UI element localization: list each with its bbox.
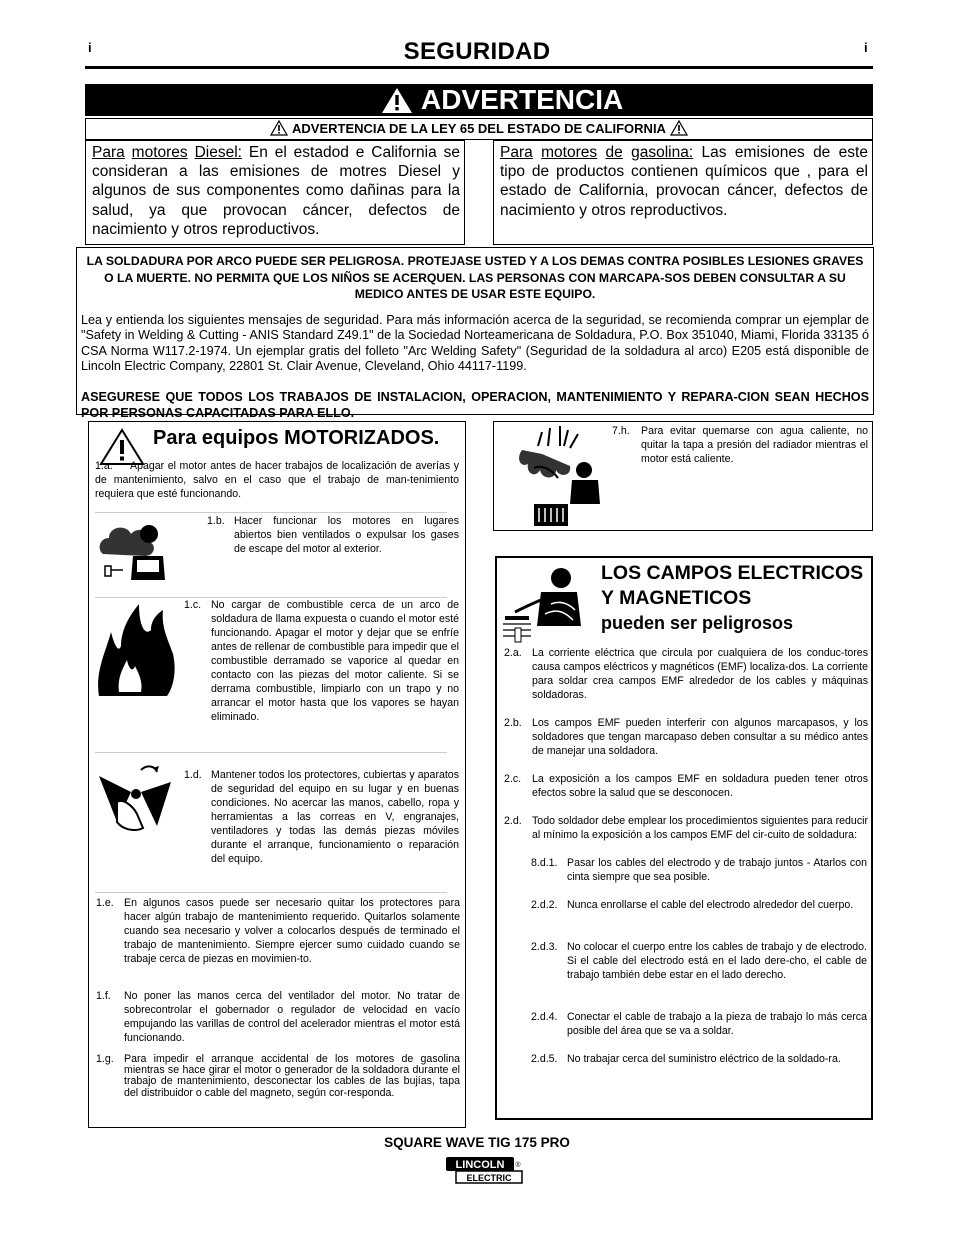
gas-word-4: gasolina: <box>631 144 694 161</box>
california-header-text: ADVERTENCIA DE LA LEY 65 DEL ESTADO DE CALIFORNIA <box>292 121 666 136</box>
divider <box>95 512 447 513</box>
item-text: Conectar el cable de trabajo a la pieza de trabajo lo más cerca posible del área que se va a soldar. <box>567 1011 867 1037</box>
warning-triangle-icon <box>670 120 688 136</box>
item-number: 2.d.2. <box>531 899 558 911</box>
item-number: 8.d.1. <box>531 857 558 869</box>
item-text: Pasar los cables del electrodo y de trabajo juntos - Atarlos con cinta siempre que sea posible. <box>567 857 867 883</box>
item-text: No colocar el cuerpo entre los cables de trabajo y de electrodo. Si el cable del electrodo está en el lado dere-cho, el cable de trabajo también debe estar en el lado derecho. <box>567 941 867 981</box>
list-item <box>96 896 460 966</box>
logo-top-text: LINCOLN <box>455 1159 505 1171</box>
gas-word-2: motores <box>541 144 598 161</box>
list-item <box>504 716 868 758</box>
emf-title-line-2: Y MAGNETICOS <box>601 587 752 609</box>
diesel-warning-box <box>85 140 465 245</box>
gas-word-3: de <box>605 144 623 161</box>
engine-section <box>88 421 466 1128</box>
item-text: No trabajar cerca del suministro eléctrico de la soldado-ra. <box>567 1053 841 1065</box>
item-text: Todo soldador debe emplear los procedimientos siguientes para reducir al mínimo la exposición a los campos EMF del cir-cuito de soldadura: <box>532 815 868 841</box>
title-rule <box>85 66 873 69</box>
item-number: 7.h. <box>612 425 630 437</box>
footer-model-name: SQUARE WAVE TIG 175 PRO <box>384 1135 570 1150</box>
section-title: SEGURIDAD <box>403 38 551 65</box>
item-text: Para evitar quemarse con agua caliente, no quitar la tapa a presión del radiador mientras el motor está caliente. <box>641 425 868 465</box>
list-item <box>504 772 868 800</box>
list-item <box>207 514 459 556</box>
emf-title-line-1: LOS CAMPOS ELECTRICOS <box>601 562 864 584</box>
list-item <box>184 768 459 866</box>
emf-welder-icon <box>501 564 597 646</box>
list-item <box>96 1054 460 1099</box>
item-number: 1.g. <box>96 1053 114 1065</box>
item-text: No poner las manos cerca del ventilador del motor. No tratar de sobrecontrolar el gobernador o regulador de velocidad en vacío empujando las varillas de control del acelerador mientras el motor está funcionando. <box>124 990 460 1044</box>
sub-list-item <box>531 940 867 982</box>
item-number: 1.a. <box>95 460 113 472</box>
item-text: Apagar el motor antes de hacer trabajos de localización de averías y de mantenimiento, salvo en el caso que el trabajo de man-tenimiento requiera que esté funcionando. <box>95 460 459 500</box>
california-header <box>85 118 873 140</box>
item-number: 1.d. <box>184 769 202 781</box>
main-warning-box <box>76 247 874 420</box>
flame-icon <box>95 602 177 698</box>
item-number: 1.b. <box>207 515 225 527</box>
gas-text: Las emisiones de este tipo de productos contienen químicos que , para el estado de California, provocan cáncer, defectos de nacimiento y otros reproductivos. <box>500 144 868 219</box>
main-warning-paragraph: Lea y entienda los siguientes mensajes de seguridad. Para más información acerca de la seguridad, se recomienda comprar un ejemplar de "Safety in Welding & Cutting - ANIS Standard Z49.1" de la Sociedad Norteamericana de Soldadura, P.O. Box 351040, Miami, Florida 33135 ó CSA Norma W117.2-1974. Un ejemplar gratis del folleto "Arc Welding Safety" (Seguridad de la soldadura al arco) E205 está disponible de Lincoln Electric Company, 22801 St. Clair Avenue, Cleveland, Ohio 44117-1199. <box>81 312 869 373</box>
item-number: 1.e. <box>96 897 114 909</box>
item-text: Hacer funcionar los motores en lugares abiertos bien ventilados o expulsar los gases de escape del motor al exterior. <box>234 515 459 555</box>
lincoln-electric-logo <box>446 1157 524 1185</box>
list-item <box>612 424 868 466</box>
item-number: 2.a. <box>504 647 522 659</box>
item-text: Los campos EMF pueden interferir con algunos marcapasos, y los soldadores que tengan marcapaso deben consultar a su médico antes de manejar una soldadora. <box>532 717 868 757</box>
item-text: Nunca enrollarse el cable del electrodo alrededor del cuerpo. <box>567 899 854 911</box>
sub-list-item <box>531 1010 867 1038</box>
item-number: 2.c. <box>504 773 522 785</box>
list-item <box>95 459 459 501</box>
engine-section-title: Para equipos MOTORIZADOS. <box>153 427 440 449</box>
list-item <box>184 598 459 724</box>
moving-parts-hand-icon <box>97 762 175 834</box>
item-text: No cargar de combustible cerca de un arco de soldadura de llama expuesta o cuando el motor esté funcionando. Apagar el motor y dejar que se enfríe antes de rellenar de combustible para impedir que el combustible derramado se vaporice al quedar en contacto con las piezas del motor caliente. Si se derrama combustible, limpiarlo con un trapo y no arrancar el motor hasta que los vapores se hayan eliminado. <box>211 599 459 723</box>
sub-list-item <box>531 856 867 884</box>
gas-word-1: Para <box>500 144 533 161</box>
hot-water-section <box>493 421 873 531</box>
emf-title-line-3: pueden ser peligrosos <box>601 613 794 633</box>
item-number: 2.b. <box>504 717 522 729</box>
item-text: La corriente eléctrica que circula por cualquiera de los conduc-tores causa campos eléctricos y magnéticos (EMF) localiza-dos. La corriente para soldar crea campos EMF alrededor de los cables y máquinas soldadoras. <box>532 647 868 701</box>
emf-section-title <box>601 561 863 636</box>
logo-mark: ® <box>515 1162 521 1169</box>
item-number: 1.f. <box>96 990 111 1002</box>
main-warning-personnel: ASEGURESE QUE TODOS LOS TRABAJOS DE INSTALACION, OPERACION, MANTENIMIENTO Y REPARA-CION SEAN HECHOS POR PERSONAS CAPACITADAS PARA ELLO. <box>81 389 869 420</box>
list-item <box>504 646 868 702</box>
diesel-word-3: Diesel: <box>194 144 242 161</box>
diesel-word-1: Para <box>92 144 125 161</box>
warning-banner <box>85 84 873 116</box>
item-number: 2.d.5. <box>531 1053 558 1065</box>
item-text: Para impedir el arranque accidental de los motores de gasolina mientras se hace girar el motor o generador de la soldadora durante el trabajo de mantenimiento, desconectar los cables de las bujías, tapa del distribuidor o cable del magneto, según cor-responda. <box>124 1053 460 1099</box>
item-number: 2.d. <box>504 815 522 827</box>
item-number: 2.d.4. <box>531 1011 558 1023</box>
radiator-steam-icon <box>512 424 608 528</box>
item-text: La exposición a los campos EMF en soldadura pueden tener otros efectos sobre la salud que se desconocen. <box>532 773 868 799</box>
list-item <box>96 989 460 1045</box>
logo-bottom-text: ELECTRIC <box>466 1173 512 1183</box>
diesel-text: En el estadod e California se consideran a las emisiones de motres Diesel y algunos de sus componentes como dañinas para la salud, ya que provocan cáncer, defectos de nacimiento y otros reproductivos. <box>92 144 460 238</box>
gasoline-warning-box <box>493 140 873 245</box>
sub-list-item <box>531 898 867 912</box>
exhaust-fumes-icon <box>97 520 171 582</box>
item-text: Mantener todos los protectores, cubiertas y aparatos de seguridad del equipo en su lugar y en buenas condiciones. No acercar las manos, cabello, ropa y herramientas a las correas en V, engranajes, ventiladores y todas las demás piezas móviles durante el arranque, funcionamiento o reparación del equipo. <box>211 769 459 865</box>
sub-list-item <box>531 1052 867 1066</box>
warning-banner-text: ADVERTENCIA <box>421 84 624 115</box>
item-number: 2.d.3. <box>531 941 558 953</box>
warning-triangle-icon <box>381 87 413 114</box>
page-number-right: i <box>864 40 868 55</box>
divider <box>95 892 447 893</box>
diesel-word-2: motores <box>131 144 188 161</box>
emf-section <box>495 556 873 1120</box>
item-number: 1.c. <box>184 599 202 611</box>
item-text: En algunos casos puede ser necesario quitar los protectores para hacer algún trabajo de mantenimiento requerido. Quitarlos solamente cuando sea necesario y volver a colocarlos después de terminado el trabajo de mantenimiento. Siempre ejercer sumo cuidado cuando se trabaje cerca de piezas en movimien-to. <box>124 897 460 965</box>
page-number-left: i <box>88 40 92 55</box>
divider <box>95 752 447 753</box>
main-warning-caps: LA SOLDADURA POR ARCO PUEDE SER PELIGROSA. PROTEJASE USTED Y A LOS DEMAS CONTRA POSIBLES LESIONES GRAVES O LA MUERTE. NO PERMITA QUE LOS NIÑOS SE ACERQUEN. LAS PERSONAS CON MARCAPA-SOS DEBEN CONSULTAR A SU MEDICO ANTES DE USAR ESTE EQUIPO. <box>86 254 864 301</box>
warning-triangle-icon <box>270 120 288 136</box>
list-item <box>504 814 868 842</box>
